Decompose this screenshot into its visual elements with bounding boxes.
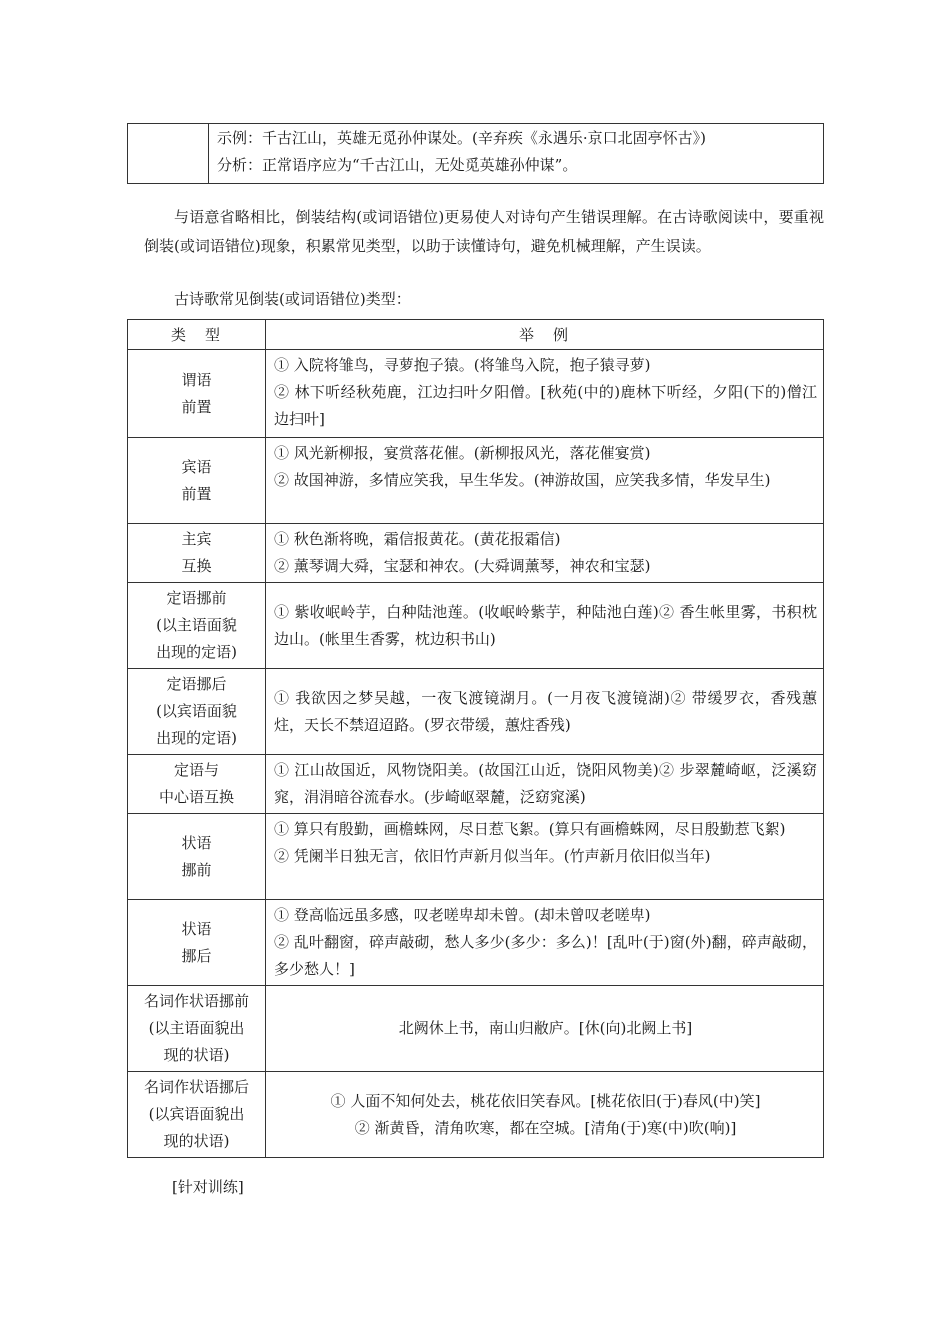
table-row — [128, 524, 824, 583]
example-item: ② 薰琴调大舜，宝瑟和神农。(大舜调薰琴，神农和宝瑟) — [274, 557, 651, 575]
example-cell — [266, 755, 824, 814]
example-cell — [266, 814, 824, 900]
intro-paragraph: 与语意省略相比，倒装结构(或词语错位)更易使人对诗句产生错误理解。在古诗歌阅读中，要重视倒装(或词语错位)现象，积累常见类型，以助于读懂诗句，避免机械理解，产生误读。 — [144, 208, 824, 255]
type-cell: 宾语 前置 — [128, 438, 266, 524]
type-cell: 定语挪前 (以主语面貌 出现的定语) — [128, 583, 266, 669]
example-item: ① 我欲因之梦吴越，一夜飞渡镜湖月。(一月夜飞渡镜湖)② 带缓罗衣，香残蕙炷，天长不禁迢迢路。(罗衣带缓，蕙炷香残) — [274, 688, 817, 734]
header-type: 类 型 — [128, 320, 266, 350]
example-cell — [266, 524, 824, 583]
type-cell: 定语与 中心语互换 — [128, 755, 266, 814]
example-box-content — [209, 124, 824, 184]
table-row — [128, 1072, 824, 1158]
training-section-label: [针对训练] — [172, 1178, 244, 1196]
table-row — [128, 755, 824, 814]
example-box — [127, 123, 824, 184]
example-box-label-cell — [128, 124, 209, 184]
example-item: ② 故国神游，多情应笑我，早生华发。(神游故国，应笑我多情，华发早生) — [274, 471, 771, 489]
type-cell: 状语 挪前 — [128, 814, 266, 900]
analysis-line: 分析：正常语序应为“千古江山，无处觅英雄孙仲谋”。 — [217, 156, 578, 174]
example-cell — [266, 900, 824, 986]
example-item: ② 林下听经秋苑鹿，江边扫叶夕阳僧。[秋苑(中的)鹿林下听经，夕阳(下的)僧江边扫叶] — [274, 383, 817, 428]
example-cell — [266, 1072, 824, 1158]
example-item: ② 凭阑半日独无言，依旧竹声新月似当年。(竹声新月依旧似当年) — [274, 847, 711, 865]
type-cell: 谓语 前置 — [128, 350, 266, 438]
table-row — [128, 350, 824, 438]
table-row — [128, 814, 824, 900]
example-item: ① 江山故国近，风物饶阳美。(故国江山近，饶阳风物美)② 步翠麓崎岖，泛溪窈窕，涓涓暗谷流春水。(步崎岖翠麓，泛窈窕溪) — [274, 761, 817, 806]
example-item: ① 风光新柳报，宴赏落花催。(新柳报风光，落花催宴赏) — [274, 444, 651, 462]
example-cell — [266, 669, 824, 755]
table-row — [128, 438, 824, 524]
example-cell — [266, 438, 824, 524]
table-header-row — [128, 320, 824, 350]
example-item: ① 入院将雏鸟，寻萝抱子猿。(将雏鸟入院，抱子猿寻萝) — [274, 356, 651, 374]
type-cell: 主宾 互换 — [128, 524, 266, 583]
table-row — [128, 583, 824, 669]
type-cell: 定语挪后 (以宾语面貌 出现的定语) — [128, 669, 266, 755]
table-caption: 古诗歌常见倒装(或词语错位)类型： — [174, 290, 411, 308]
example-item: ① 人面不知何处去，桃花依旧笑春风。[桃花依旧(于)春风(中)笑] — [330, 1091, 761, 1110]
example-item: ② 乱叶翻窗，碎声敲砌，愁人多少(多少：多么)！[乱叶(于)窗(外)翻，碎声敲砌，多少愁人！] — [274, 933, 817, 978]
example-item: ① 紫收岷岭芋，白种陆池莲。(收岷岭紫芋，种陆池白莲)② 香生帐里雾，书积枕边山。(帐里生香雾，枕边积书山) — [274, 602, 817, 648]
example-cell — [266, 350, 824, 438]
example-item: ① 登高临远虽多感，叹老嗟卑却未曾。(却未曾叹老嗟卑) — [274, 906, 651, 924]
example-item: ① 秋色渐将晚，霜信报黄花。(黄花报霜信) — [274, 530, 561, 548]
example-item: 北阙休上书，南山归敝庐。[休(向)北阙上书] — [398, 1019, 693, 1037]
table-row — [128, 986, 824, 1072]
example-item: ① 算只有殷勤，画檐蛛网，尽日惹飞絮。(算只有画檐蛛网，尽日殷勤惹飞絮) — [274, 820, 786, 838]
example-item: ② 渐黄昏，清角吹寒，都在空城。[清角(于)寒(中)吹(响)] — [354, 1118, 737, 1137]
type-cell: 名词作状语挪后 (以宾语面貌出 现的状语) — [128, 1072, 266, 1158]
header-examples: 举 例 — [266, 320, 824, 350]
example-line: 示例：千古江山，英雄无觅孙仲谋处。(辛弃疾《永遇乐·京口北固亭怀古》) — [217, 129, 706, 147]
type-cell: 名词作状语挪前 (以主语面貌出 现的状语) — [128, 986, 266, 1072]
table-row — [128, 669, 824, 755]
type-cell: 状语 挪后 — [128, 900, 266, 986]
table-row — [128, 900, 824, 986]
example-cell — [266, 583, 824, 669]
inversion-types-table — [127, 319, 824, 1158]
example-cell — [266, 986, 824, 1072]
